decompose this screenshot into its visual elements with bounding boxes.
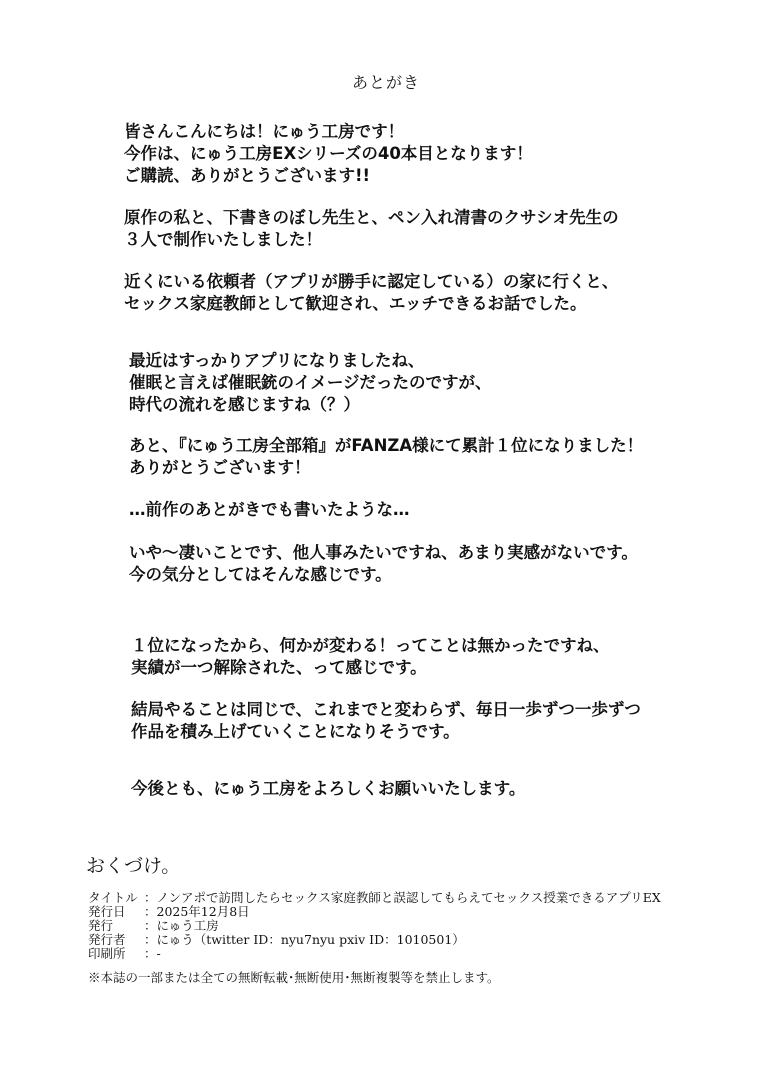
body-line: 結局やることは同じで、これまでと変わらず、毎日一歩ずつ一歩ずつ (131, 700, 641, 719)
body-line: 実績が一つ解除された、って感じです。 (131, 658, 427, 677)
colophon-row (88, 905, 250, 919)
colophon-value: ：にゅう工房 (144, 918, 219, 933)
colophon-key: 発行者 (88, 932, 126, 947)
colophon-key: タイトル (88, 890, 138, 905)
body-line: ご購読、ありがとうございます!! (124, 166, 371, 185)
colophon-value: ：2025年12月8日 (144, 904, 250, 919)
body-line: 近くにいる依頼者（アプリが勝手に認定している）の家に行くと、 (124, 272, 619, 291)
colophon-value: ：- (144, 946, 161, 961)
body-line: 皆さんこんにちは！にゅう工房です！ (124, 122, 405, 141)
body-line: 時代の流れを感じますね（？） (129, 395, 360, 414)
body-line: …前作のあとがきでも書いたような… (129, 500, 410, 519)
body-line: ３人で制作いたしました！ (124, 230, 322, 249)
body-line: ありがとうございます！ (129, 458, 311, 477)
body-line: 今の気分としてはそんな感じです。 (129, 565, 392, 584)
body-line: あと、『にゅう工房全部箱』がFANZA様にて累計１位になりました！ (129, 436, 644, 455)
colophon-row (88, 933, 465, 947)
colophon-row (88, 919, 219, 933)
body-line: 今後とも、にゅう工房をよろしくお願いいたします。 (131, 779, 526, 798)
colophon-row (88, 891, 661, 905)
colophon-key: 発行日 (88, 904, 126, 919)
colophon-key: 印刷所 (88, 946, 126, 961)
body-line: いや〜凄いことです、他人事みたいですね、あまり実感がないです。 (129, 543, 638, 562)
body-line: セックス家庭教師として歓迎され、エッチできるお話でした。 (124, 294, 587, 313)
body-line: 原作の私と、下書きのぼし先生と、ペン入れ清書のクサシオ先生の (124, 208, 619, 227)
colophon-value: ：ノンアポで訪問したらセックス家庭教師と誤認してもらえてセックス授業できるアプリEX (144, 890, 661, 905)
page-heading: あとがき (351, 73, 420, 92)
body-line: 作品を積み上げていくことになりそうです。 (131, 722, 460, 741)
body-line: 最近はすっかりアプリになりましたね、 (129, 351, 425, 370)
colophon-value: ：にゅう（twitter ID：nyu7nyu pxiv ID：1010501） (144, 932, 465, 947)
colophon-title: おくづけ。 (86, 855, 181, 877)
body-line: １位になったから、何かが変わる！ってことは無かったですね、 (131, 636, 610, 655)
body-line: 催眠と言えば催眠銃のイメージだったのですが、 (129, 373, 492, 392)
copyright-notice: ※本誌の一部または全ての無断転載･無断使用･無断複製等を禁止します。 (88, 970, 500, 985)
colophon-row (88, 947, 161, 961)
colophon-key: 発行 (88, 918, 114, 933)
body-line: 今作は、にゅう工房EXシリーズの40本目となります！ (124, 144, 533, 163)
